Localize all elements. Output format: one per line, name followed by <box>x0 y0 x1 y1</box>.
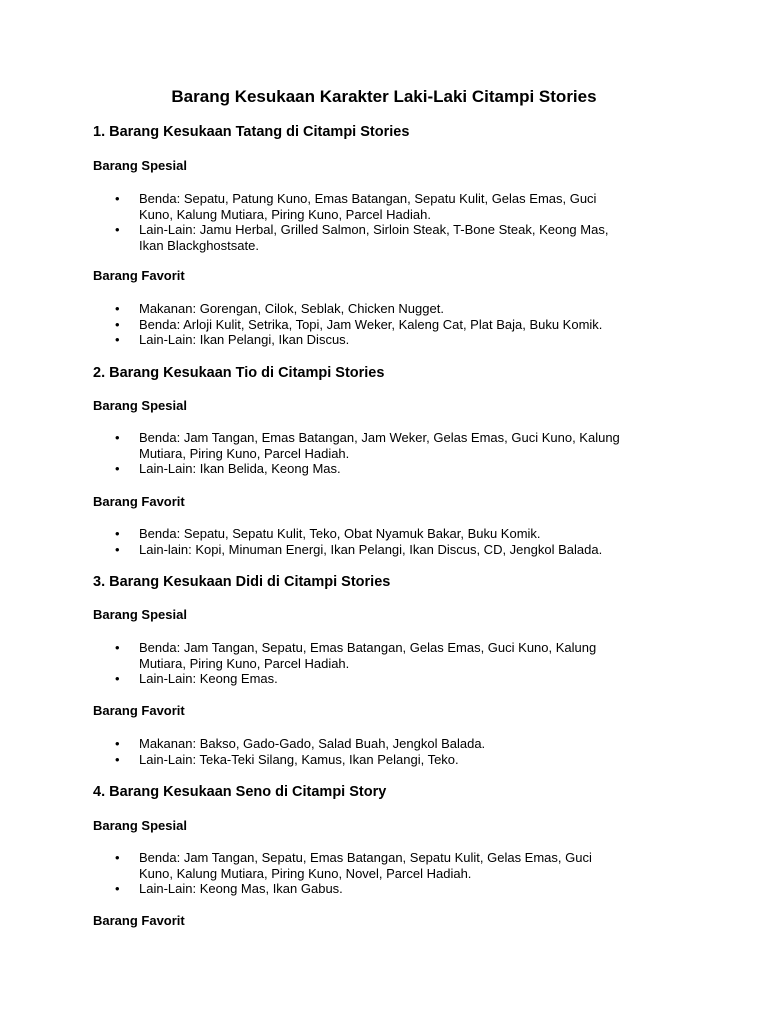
section-heading-didi: 3. Barang Kesukaan Didi di Citampi Stories <box>93 574 391 590</box>
list-item: • Benda: Sepatu, Sepatu Kulit, Teko, Obat Nyamuk Bakar, Buku Komik. <box>115 526 541 541</box>
special-items-label: Barang Spesial <box>93 818 187 833</box>
bullet-icon: • <box>115 461 120 476</box>
list-item: • Benda: Jam Tangan, Emas Batangan, Jam Weker, Gelas Emas, Guci Kuno, Kalung Mutiara, Piring Kuno, Parcel Hadiah. <box>115 430 620 461</box>
section-heading-tio: 2. Barang Kesukaan Tio di Citampi Stories <box>93 365 385 381</box>
favorite-items-label: Barang Favorit <box>93 494 185 509</box>
list-item: • Benda: Jam Tangan, Sepatu, Emas Batangan, Sepatu Kulit, Gelas Emas, Guci Kuno, Kalung Mutiara, Piring Kuno, Novel, Parcel Hadiah. <box>115 850 592 881</box>
list-item: • Benda: Sepatu, Patung Kuno, Emas Batangan, Sepatu Kulit, Gelas Emas, Guci Kuno, Kalung Mutiara, Piring Kuno, Parcel Hadiah. <box>115 191 597 222</box>
bullet-icon: • <box>115 541 120 557</box>
special-items-list <box>0 191 768 253</box>
bullet-icon: • <box>115 430 120 445</box>
bullet-icon: • <box>115 301 120 316</box>
bullet-icon: • <box>115 640 120 655</box>
list-item: • Benda: Arloji Kulit, Setrika, Topi, Jam Weker, Kaleng Cat, Plat Baja, Buku Komik. <box>115 316 603 332</box>
section-heading-tatang: 1. Barang Kesukaan Tatang di Citampi Stories <box>93 124 410 140</box>
favorite-items-label: Barang Favorit <box>93 913 185 928</box>
list-item: • Lain-Lain: Jamu Herbal, Grilled Salmon, Sirloin Steak, T-Bone Steak, Keong Mas, Ikan Blackghostsate. <box>115 222 609 253</box>
bullet-icon: • <box>115 332 120 347</box>
bullet-icon: • <box>115 850 120 865</box>
bullet-icon: • <box>115 751 120 767</box>
bullet-icon: • <box>115 671 120 686</box>
special-items-list <box>0 850 768 897</box>
bullet-icon: • <box>115 316 120 332</box>
bullet-icon: • <box>115 191 120 206</box>
favorite-items-list <box>0 526 768 557</box>
bullet-icon: • <box>115 222 120 237</box>
list-item: • Lain-Lain: Keong Emas. <box>115 671 278 686</box>
special-items-list <box>0 640 768 687</box>
list-item: • Lain-lain: Kopi, Minuman Energi, Ikan Pelangi, Ikan Discus, CD, Jengkol Balada. <box>115 541 603 557</box>
list-item: • Makanan: Bakso, Gado-Gado, Salad Buah, Jengkol Balada. <box>115 736 486 751</box>
list-item: • Lain-Lain: Keong Mas, Ikan Gabus. <box>115 881 343 896</box>
list-item: • Makanan: Gorengan, Cilok, Seblak, Chicken Nugget. <box>115 301 444 316</box>
list-item: • Lain-Lain: Ikan Belida, Keong Mas. <box>115 461 341 476</box>
favorite-items-list <box>0 301 768 348</box>
favorite-items-label: Barang Favorit <box>93 703 185 718</box>
bullet-icon: • <box>115 526 120 541</box>
special-items-label: Barang Spesial <box>93 158 187 173</box>
special-items-list <box>0 430 768 477</box>
favorite-items-label: Barang Favorit <box>93 268 185 283</box>
favorite-items-list <box>0 736 768 767</box>
list-item: • Lain-Lain: Teka-Teki Silang, Kamus, Ikan Pelangi, Teko. <box>115 751 459 767</box>
bullet-icon: • <box>115 881 120 896</box>
list-item: • Lain-Lain: Ikan Pelangi, Ikan Discus. <box>115 332 350 347</box>
special-items-label: Barang Spesial <box>93 398 187 413</box>
bullet-icon: • <box>115 736 120 751</box>
section-heading-seno: 4. Barang Kesukaan Seno di Citampi Story <box>93 784 387 800</box>
document-title: Barang Kesukaan Karakter Laki-Laki Citampi Stories <box>171 87 597 106</box>
list-item: • Benda: Jam Tangan, Sepatu, Emas Batangan, Gelas Emas, Guci Kuno, Kalung Mutiara, Piring Kuno, Parcel Hadiah. <box>115 640 597 671</box>
special-items-label: Barang Spesial <box>93 607 187 622</box>
